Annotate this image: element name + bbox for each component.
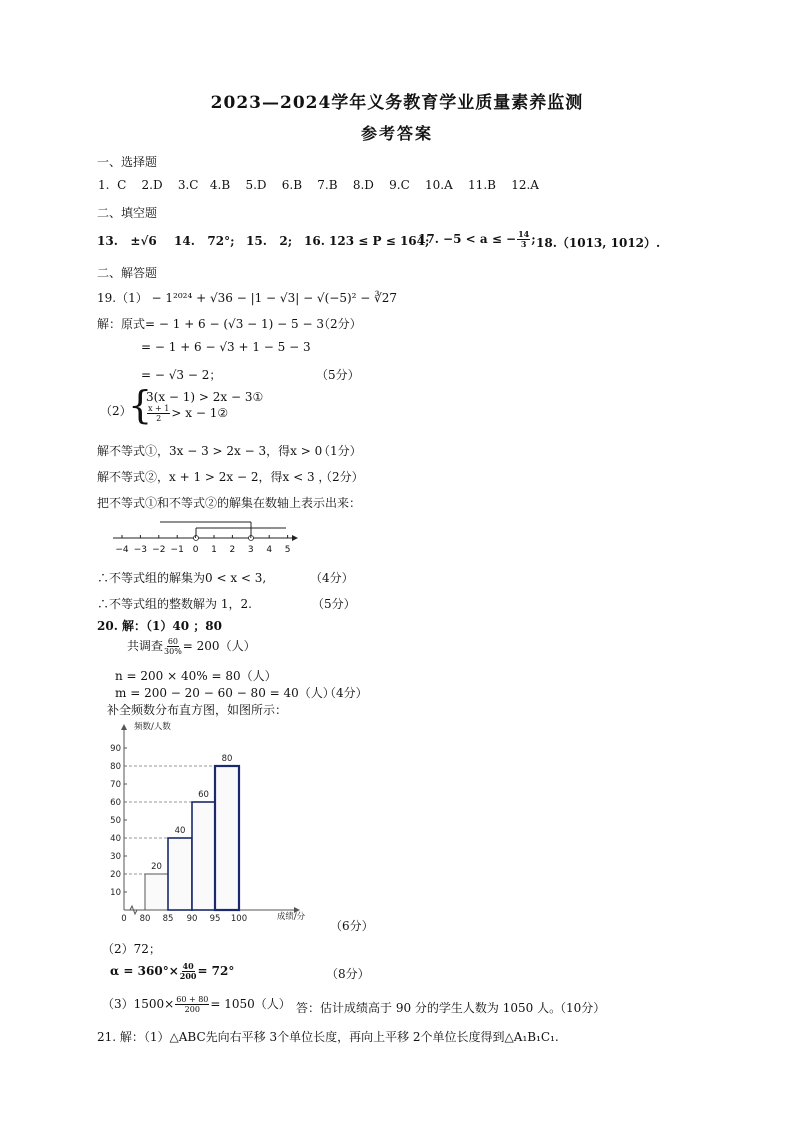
bar-value-label: 20 <box>151 862 162 872</box>
page-title: 2023—2024学年义务教育学业质量素养监测 <box>210 93 584 113</box>
solve-inequality-1: 解不等式①，3x − 3 > 2x − 3，得x > 0 <box>97 444 323 458</box>
answer-15: 15. 2; <box>246 234 293 248</box>
y-axis-label: 频数/人数 <box>134 722 171 732</box>
y-tick-label: 30 <box>110 852 121 862</box>
solution-set: ∴不等式组的解集为0 < x < 3, <box>97 571 267 585</box>
number-line-tick-label: −4 <box>115 545 129 555</box>
y-tick-label: 20 <box>110 870 121 880</box>
score-mark: （5分） <box>312 597 356 611</box>
page-subtitle: 参考答案 <box>360 124 433 143</box>
q21-part1: 21. 解：（1）△ABC先向右平移 3个单位长度，再向上平移 2个单位长度得到△A₁B₁C₁. <box>97 1030 559 1044</box>
bar-value-label: 60 <box>198 790 209 800</box>
y-tick-label: 60 <box>110 798 121 808</box>
y-tick-label: 70 <box>110 780 121 790</box>
score-mark: （5分） <box>316 368 360 382</box>
score-mark: （8分） <box>326 967 370 981</box>
q19-solution-line2: = − 1 + 6 − √3 + 1 − 5 − 3 <box>141 340 311 354</box>
survey-total-result: = 200（人） <box>182 639 256 653</box>
bar-value-label: 40 <box>174 826 186 836</box>
alpha-calculation <box>110 962 234 981</box>
x-axis-label: 成绩/分 <box>276 912 306 922</box>
score-mark: （4分） <box>310 571 354 585</box>
n-calculation: n = 200 × 40% = 80（人） <box>115 669 277 683</box>
number-line-tick-label: −2 <box>152 545 166 555</box>
number-line-tick-label: −1 <box>170 545 184 555</box>
x-tick-label: 90 <box>186 914 198 922</box>
bar-value-label: 80 <box>221 754 233 764</box>
x-tick-label: 95 <box>209 914 221 922</box>
q19-part2-label: （2） <box>100 404 132 418</box>
inequality-1: 3(x − 1) > 2x − 3① <box>146 390 264 404</box>
inequality-2-rest: > x − 1② <box>171 406 229 420</box>
q20-part3-result: = 1050（人） <box>210 997 291 1011</box>
survey-fraction <box>164 637 182 656</box>
y-tick-label: 80 <box>110 762 121 772</box>
answer-18: 18.（1013, 1012）. <box>536 236 661 250</box>
score-mark: （10分） <box>554 1001 606 1015</box>
answer-17 <box>418 230 536 249</box>
frequency-histogram <box>108 716 322 922</box>
q19-solution-line3: = − √3 − 2； <box>141 368 222 382</box>
alpha-fraction <box>180 962 197 981</box>
y-tick-label: 50 <box>110 816 121 826</box>
score-mark: （1分） <box>318 444 362 458</box>
answer-14: 14. 72°; <box>174 234 235 248</box>
solve-inequality-2: 解不等式②，x + 1 > 2x − 2，得x < 3 ， <box>97 470 331 484</box>
integer-solutions: ∴不等式组的整数解为 1，2. <box>97 597 252 611</box>
number-line-tick-label: 4 <box>266 545 273 555</box>
alpha-result: = 72° <box>197 964 235 978</box>
answer-17-text: 17. −5 < a ≤ − <box>418 232 517 246</box>
alpha-numerator: 40 <box>182 961 194 971</box>
number-line-tick-label: 3 <box>247 545 254 555</box>
answer-17-fraction <box>517 230 530 249</box>
inequality-2-fraction <box>147 404 170 423</box>
y-axis-arrow <box>121 724 127 730</box>
numberline-intro: 把不等式①和不等式②的解集在数轴上表示出来： <box>97 496 362 510</box>
q20-part1: 20. 解：（1）40 ；80 <box>97 619 222 633</box>
answer-17-numerator: 14 <box>518 229 530 239</box>
x-tick-label: 0 <box>121 914 127 922</box>
system-brace: { <box>128 383 153 427</box>
answer-17-denominator: 3 <box>520 239 527 249</box>
number-line-tick-label: −3 <box>133 545 148 555</box>
histogram-bar <box>168 838 192 910</box>
inequality-2 <box>146 404 228 423</box>
q19-solution-line1: 解：原式= − 1 + 6 − (√3 − 1) − 5 − 3 <box>97 317 324 331</box>
survey-numerator: 60 <box>167 637 178 646</box>
q20-part3-denominator: 200 <box>184 1005 200 1014</box>
x-tick-label: 80 <box>139 914 151 922</box>
q20-part3-numerator: 60 + 80 <box>176 995 209 1004</box>
y-tick-label: 10 <box>110 888 121 898</box>
histogram-bar <box>215 766 239 910</box>
answer-13: 13. ±√6 <box>97 234 157 248</box>
score-mark: （2分） <box>318 317 362 331</box>
histogram-bar <box>192 802 215 910</box>
section-heading-fill: 二、填空题 <box>97 206 158 220</box>
number-line-arrow <box>292 535 298 541</box>
number-line-tick-label: 5 <box>284 545 291 555</box>
score-mark: （4分） <box>324 686 368 700</box>
histogram-bar <box>145 874 168 910</box>
alpha-text: α = 360°× <box>110 964 179 978</box>
answer-16: 16. 123 ≤ P ≤ 164; <box>304 234 430 248</box>
q20-part3-answer: 答：估计成绩高于 90 分的学生人数为 1050 人。 <box>296 1001 562 1015</box>
inequality-2-numerator: x + 1 <box>148 404 170 413</box>
survey-total-text: 共调查 <box>127 639 164 653</box>
x-tick-label: 85 <box>162 914 174 922</box>
number-line <box>108 516 308 558</box>
alpha-denominator: 200 <box>179 971 197 981</box>
q20-part3-text: （3）1500× <box>102 997 175 1011</box>
q20-part3 <box>102 995 291 1014</box>
q20-part3-fraction <box>175 995 209 1014</box>
y-tick-label: 90 <box>110 744 121 754</box>
survey-denominator: 30% <box>164 647 182 656</box>
q20-part2: （2）72； <box>102 942 161 956</box>
number-line-tick-label: 1 <box>211 545 217 555</box>
answer-17-end: ; <box>531 232 536 246</box>
section-heading-choice: 一、选择题 <box>97 155 158 169</box>
histogram-intro: 补全频数分布直方图，如图所示： <box>107 703 288 717</box>
y-tick-label: 40 <box>110 834 121 844</box>
number-line-tick-label: 2 <box>229 545 236 555</box>
number-line-tick-label: 0 <box>192 545 199 555</box>
survey-total <box>127 637 256 656</box>
section-heading-solve: 二、解答题 <box>97 266 158 280</box>
score-mark: （2分） <box>320 470 364 484</box>
q19-part1: 19.（1） − 1²⁰²⁴ + √36 − |1 − √3| − √(−5)² − ∛27 <box>97 291 398 305</box>
x-tick-label: 100 <box>230 914 248 922</box>
score-mark: （6分） <box>330 919 374 933</box>
m-calculation: m = 200 − 20 − 60 − 80 = 40（人） <box>115 686 335 700</box>
choice-answers: 1. C 2.D 3.C 4.B 5.D 6.B 7.B 8.D 9.C 10.A 11.B 12.A <box>98 178 539 192</box>
inequality-2-denominator: 2 <box>156 414 162 423</box>
